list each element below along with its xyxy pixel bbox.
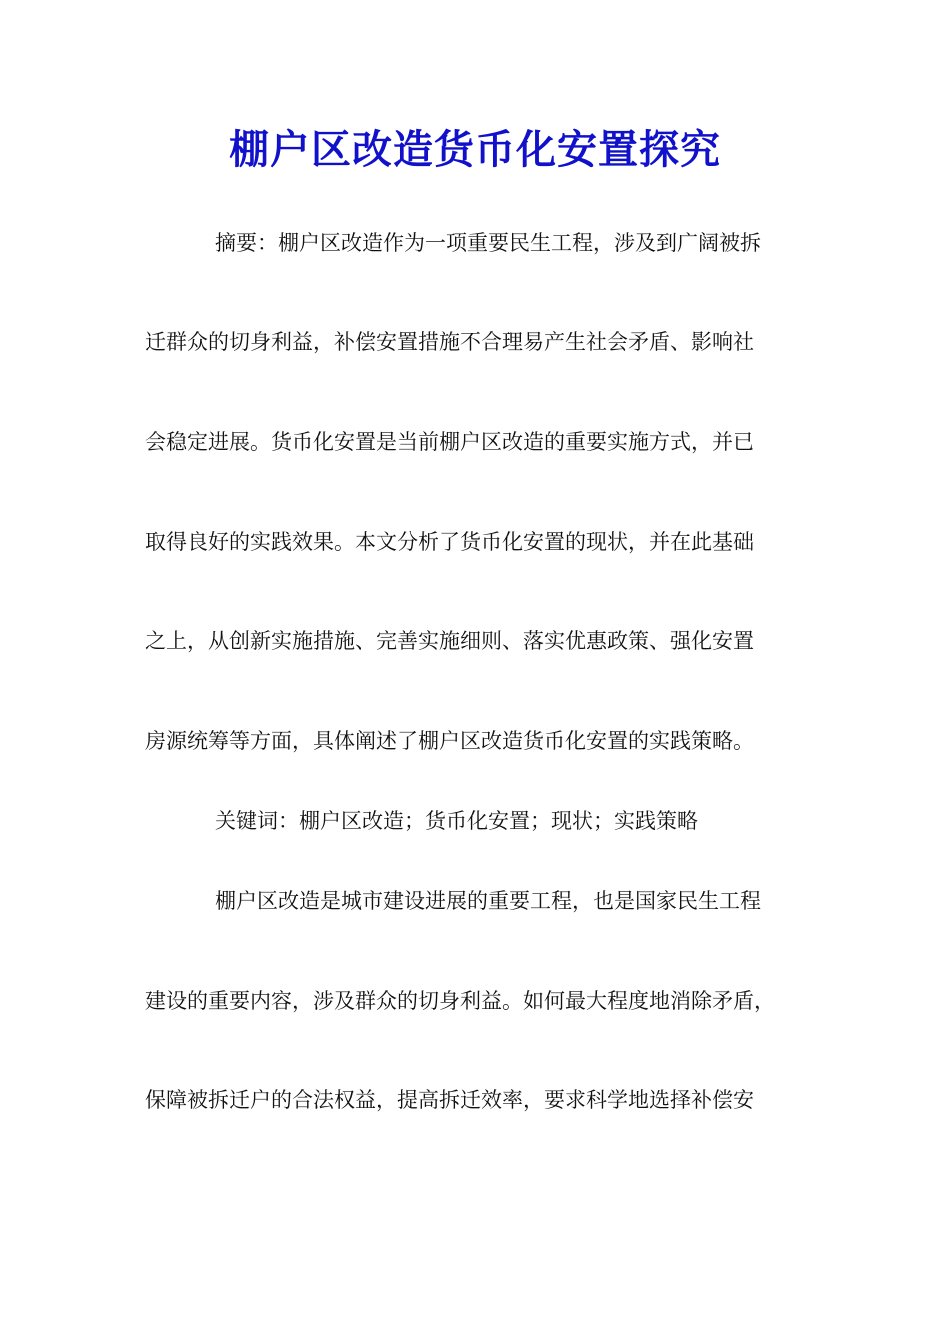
- abstract-line: 之上，从创新实施措施、完善实施细则、落实优惠政策、强化安置: [145, 629, 754, 653]
- abstract-line: 会稳定进展。货币化安置是当前棚户区改造的重要实施方式，并已: [145, 430, 754, 454]
- body-line: 棚户区改造是城市建设进展的重要工程，也是国家民生工程: [215, 889, 761, 913]
- keywords-line: 关键词：棚户区改造；货币化安置；现状；实践策略: [215, 809, 698, 833]
- abstract-line: 房源统筹等方面，具体阐述了棚户区改造货币化安置的实践策略。: [145, 729, 754, 753]
- document-title: 棚户区改造货币化安置探究: [229, 126, 721, 173]
- abstract-line: 取得良好的实践效果。本文分析了货币化安置的现状，并在此基础: [145, 530, 754, 554]
- body-line: 保障被拆迁户的合法权益，提高拆迁效率，要求科学地选择补偿安: [145, 1088, 754, 1112]
- abstract-line: 迁群众的切身利益，补偿安置措施不合理易产生社会矛盾、影响社: [145, 330, 754, 354]
- body-line: 建设的重要内容，涉及群众的切身利益。如何最大程度地消除矛盾，: [145, 989, 775, 1013]
- abstract-line: 摘要：棚户区改造作为一项重要民生工程，涉及到广阔被拆: [215, 231, 761, 255]
